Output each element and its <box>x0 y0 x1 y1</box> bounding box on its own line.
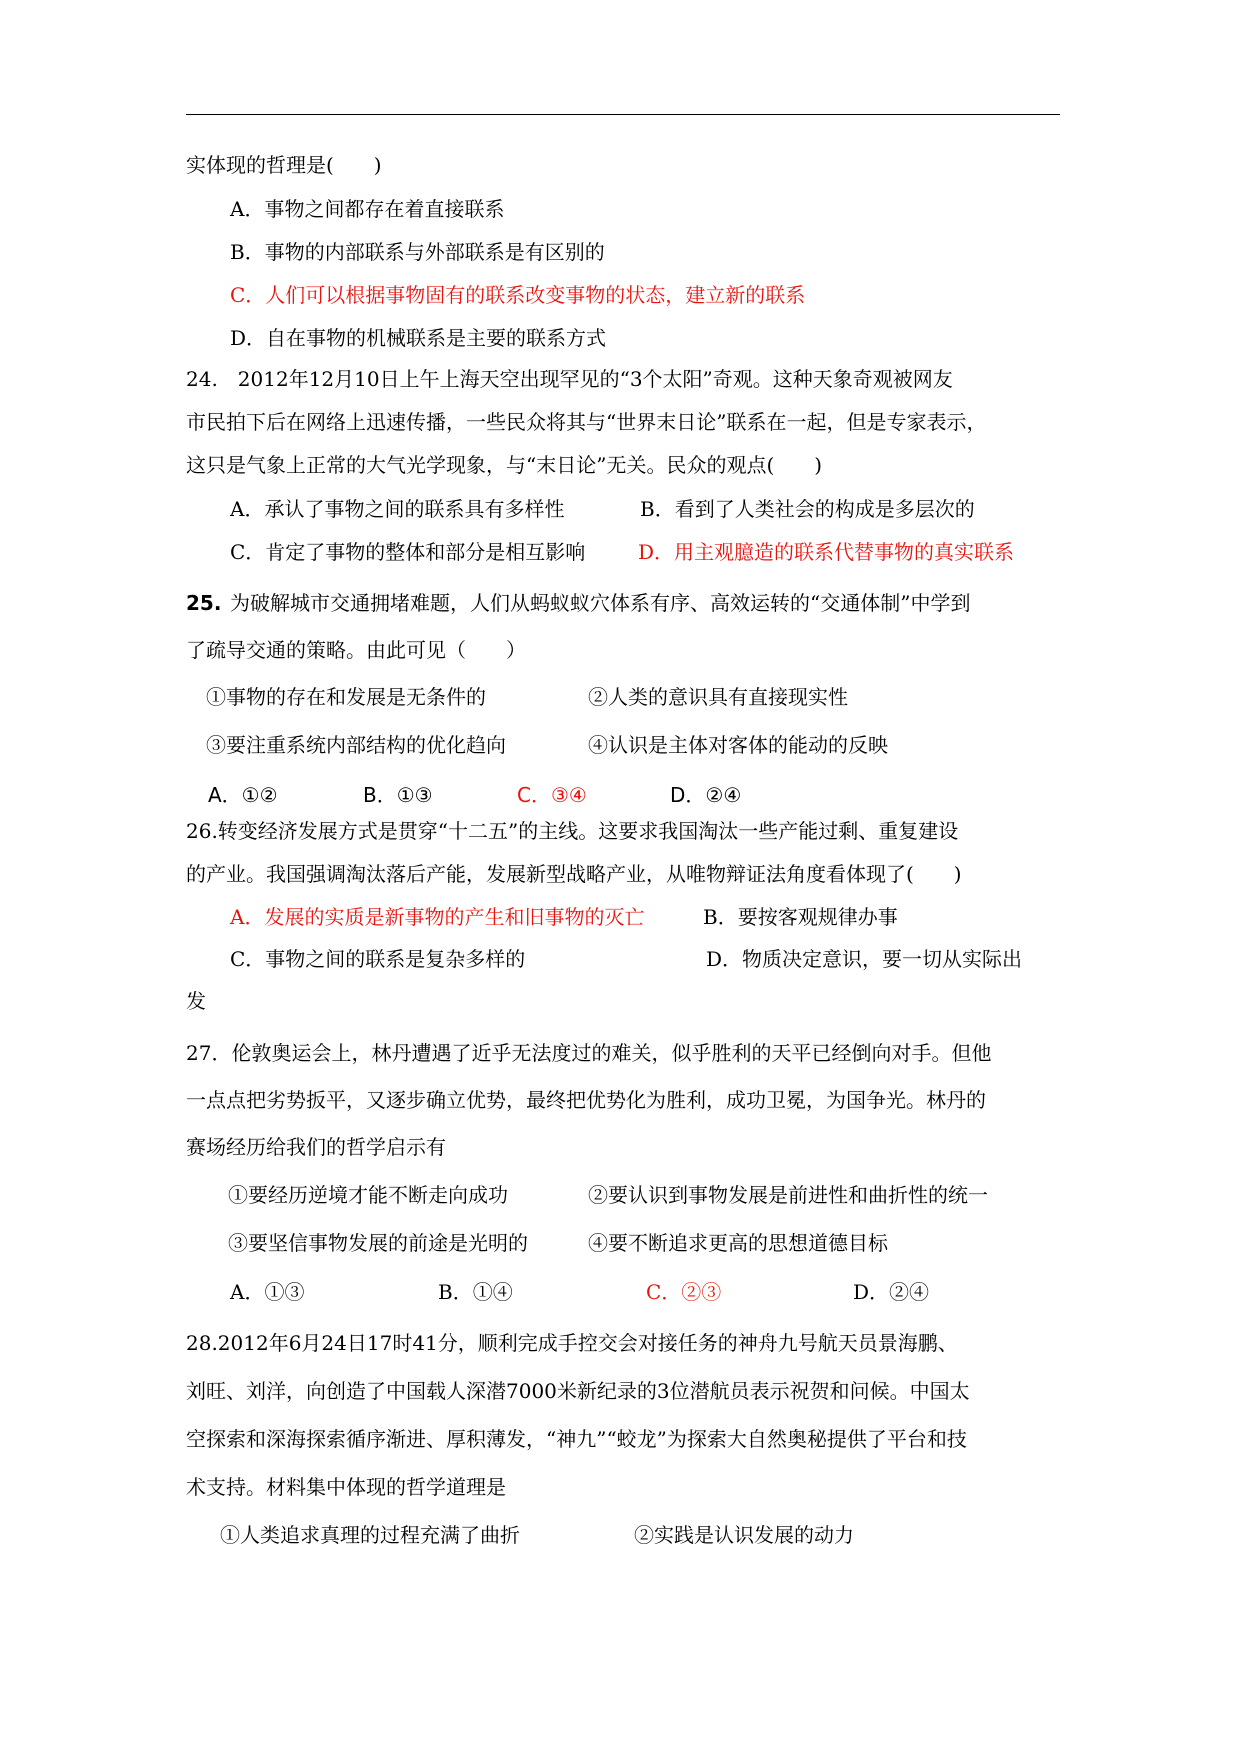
q25-item-4: ④认识是主体对客体的能动的反映 <box>588 733 888 757</box>
q28-stem-line4: 术支持。材料集中体现的哲学道理是 <box>186 1475 506 1499</box>
q23-stem-tail: 实体现的哲理是( ) <box>186 153 382 177</box>
q27-option-b: B．①④ <box>438 1280 513 1304</box>
q27-option-d: D．②④ <box>853 1280 930 1304</box>
q27-option-a: A．①③ <box>230 1280 305 1304</box>
q27-item-2: ②要认识到事物发展是前进性和曲折性的统一 <box>588 1183 988 1207</box>
q27-item-3: ③要坚信事物发展的前途是光明的 <box>228 1231 528 1255</box>
q23-option-b: B．事物的内部联系与外部联系是有区别的 <box>230 240 605 264</box>
q26-option-a-answer: A．发展的实质是新事物的产生和旧事物的灭亡 <box>230 905 645 929</box>
q25-option-d: D．②④ <box>670 783 742 807</box>
q27-option-c-answer: C．②③ <box>646 1280 722 1304</box>
q27-stem-line3: 赛场经历给我们的哲学启示有 <box>186 1135 446 1159</box>
q24-stem-line2: 市民拍下后在网络上迅速传播，一些民众将其与“世界末日论”联系在一起，但是专家表示， <box>186 410 987 434</box>
q25-item-3: ③要注重系统内部结构的优化趋向 <box>206 733 506 757</box>
q26-option-d-wrap: 发 <box>186 989 206 1013</box>
q25-stem-line2: 了疏导交通的策略。由此可见（ ） <box>186 638 526 662</box>
header-rule <box>186 114 1060 115</box>
q24-option-d-answer: D．用主观臆造的联系代替事物的真实联系 <box>638 540 1015 564</box>
q25-option-a: A．①② <box>208 783 278 807</box>
q26-stem-line2: 的产业。我国强调淘汰落后产能，发展新型战略产业，从唯物辩证法角度看体现了( ) <box>186 862 962 886</box>
q28-stem-line1: 28.2012年6月24日17时41分，顺利完成手控交会对接任务的神舟九号航天员景海鹏、 <box>186 1331 958 1355</box>
q28-item-2: ②实践是认识发展的动力 <box>634 1523 854 1547</box>
q26-option-c: C．事物之间的联系是复杂多样的 <box>230 947 526 971</box>
q25-option-c-answer: C．③④ <box>517 783 587 807</box>
q25-option-b: B．①③ <box>363 783 433 807</box>
q25-number: 25. <box>186 591 222 615</box>
q27-item-1: ①要经历逆境才能不断走向成功 <box>228 1183 508 1207</box>
q26-option-d: D．物质决定意识，要一切从实际出 <box>706 947 1023 971</box>
q25-stem-line1: 为破解城市交通拥堵难题，人们从蚂蚁蚁穴体系有序、高效运转的“交通体制”中学到 <box>230 591 971 615</box>
q25-item-1: ①事物的存在和发展是无条件的 <box>206 685 486 709</box>
q24-option-a: A．承认了事物之间的联系具有多样性 <box>230 497 565 521</box>
q23-option-c-answer: C．人们可以根据事物固有的联系改变事物的状态，建立新的联系 <box>230 283 806 307</box>
q26-stem-line1: 26.转变经济发展方式是贯穿“十二五”的主线。这要求我国淘汰一些产能过剩、重复建设 <box>186 819 959 843</box>
q27-stem-line1: 27．伦敦奥运会上，林丹遭遇了近乎无法度过的难关，似乎胜利的天平已经倒向对手。但他 <box>186 1041 992 1065</box>
q23-option-d: D．自在事物的机械联系是主要的联系方式 <box>230 326 607 350</box>
q24-option-c: C．肯定了事物的整体和部分是相互影响 <box>230 540 586 564</box>
q25-item-2: ②人类的意识具有直接现实性 <box>588 685 848 709</box>
q24-option-b: B．看到了人类社会的构成是多层次的 <box>640 497 975 521</box>
q28-item-1: ①人类追求真理的过程充满了曲折 <box>220 1523 520 1547</box>
q26-option-b: B．要按客观规律办事 <box>703 905 898 929</box>
q28-stem-line2: 刘旺、刘洋，向创造了中国载人深潜7000米新纪录的3位潜航员表示祝贺和问候。中国太 <box>186 1379 970 1403</box>
q28-stem-line3: 空探索和深海探索循序渐进、厚积薄发，“神九”“蛟龙”为探索大自然奥秘提供了平台和技 <box>186 1427 967 1451</box>
q27-stem-line2: 一点点把劣势扳平，又逐步确立优势，最终把优势化为胜利，成功卫冕，为国争光。林丹的 <box>186 1088 986 1112</box>
q23-option-a: A．事物之间都存在着直接联系 <box>230 197 505 221</box>
q24-stem-line1: 24. 2012年12月10日上午上海天空出现罕见的“3个太阳”奇观。这种天象奇观被网友 <box>186 367 953 391</box>
q27-item-4: ④要不断追求更高的思想道德目标 <box>588 1231 888 1255</box>
q24-stem-line3: 这只是气象上正常的大气光学现象，与“末日论”无关。民众的观点( ) <box>186 453 823 477</box>
